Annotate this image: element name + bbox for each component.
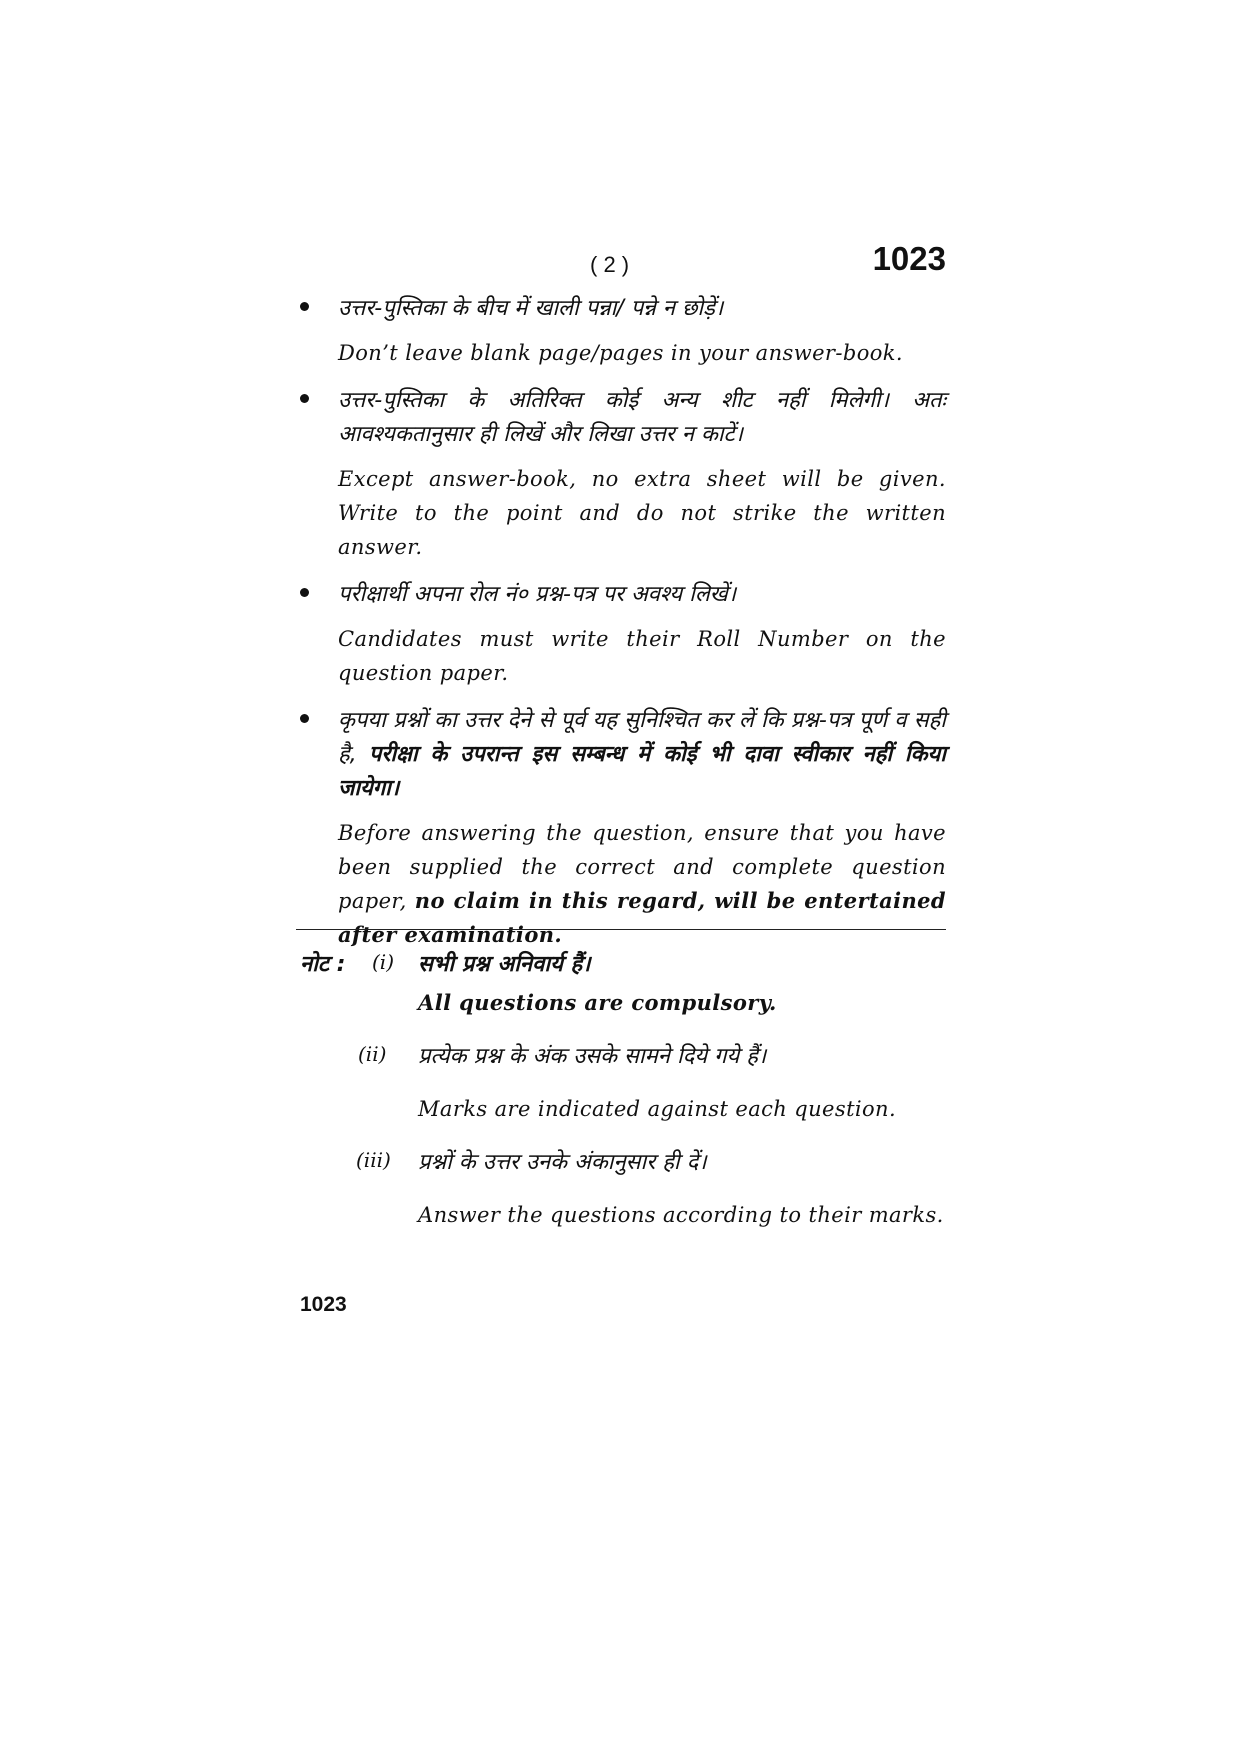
paper-code-footer: 1023: [300, 1293, 347, 1316]
note-number: (iii): [356, 1148, 391, 1172]
note-item: [300, 948, 950, 1020]
notes-section: [300, 948, 950, 1232]
note-hindi: सभी प्रश्न अनिवार्य हैं।: [418, 952, 591, 977]
instruction-english: [338, 816, 946, 952]
instruction-hindi: परीक्षार्थी अपना रोल नं० प्रश्न-पत्र पर अवश्य लिखें।: [338, 582, 737, 607]
instruction-item: [296, 292, 946, 370]
page-number: ( 2 ): [590, 252, 630, 277]
instruction-hindi: [338, 704, 946, 806]
bullet-icon: [300, 588, 309, 597]
instruction-hindi: उत्तर-पुस्तिका के बीच में खाली पन्ना/ पन्ने न छोड़ें।: [338, 296, 724, 321]
instruction-hindi-text: कृपया प्रश्नों का उत्तर देने से पूर्व यह सुनिश्चित कर लें कि प्रश्न-पत्र पूर्ण व सही है,: [338, 708, 946, 767]
instruction-item: [296, 578, 946, 690]
note-number: (i): [372, 950, 395, 974]
note-number: (ii): [358, 1042, 387, 1066]
note-english: Marks are indicated against each question.: [418, 1097, 897, 1121]
divider: [296, 929, 946, 930]
paper-code-header: 1023: [872, 240, 946, 277]
note-item: [300, 1146, 950, 1232]
instruction-item: [296, 704, 946, 952]
note-english: All questions are compulsory.: [418, 990, 777, 1015]
bullet-icon: [300, 714, 309, 723]
instruction-item: [296, 384, 946, 564]
instruction-english: Candidates must write their Roll Number on the question paper.: [338, 627, 946, 685]
instruction-hindi-bold: परीक्षा के उपरान्त इस सम्बन्ध में कोई भी दावा स्वीकार नहीं किया जायेगा।: [338, 742, 946, 801]
note-item: [300, 1040, 950, 1126]
note-hindi: प्रत्येक प्रश्न के अंक उसके सामने दिये गये हैं।: [418, 1044, 767, 1069]
instructions-list: [296, 292, 946, 966]
instruction-hindi: उत्तर-पुस्तिका के अतिरिक्त कोई अन्य शीट नहीं मिलेगी। अतः आवश्यकतानुसार ही लिखें और लिखा उत्तर न काटें।: [338, 388, 946, 447]
note-hindi: प्रश्नों के उत्तर उनके अंकानुसार ही दें।: [418, 1150, 707, 1175]
instruction-english-bold: no claim in this regard, will be entertained after examination.: [338, 888, 946, 947]
note-english: Answer the questions according to their marks.: [418, 1203, 944, 1227]
bullet-icon: [300, 394, 309, 403]
bullet-icon: [300, 302, 309, 311]
instruction-english: Except answer-book, no extra sheet will be given. Write to the point and do not strike the written answer.: [338, 467, 946, 559]
instruction-english-text: Before answering the question, ensure that you have been supplied the correct and complete question paper,: [338, 821, 946, 913]
instruction-english: Don’t leave blank page/pages in your answer-book.: [338, 341, 903, 365]
note-label: नोट :: [300, 952, 346, 977]
